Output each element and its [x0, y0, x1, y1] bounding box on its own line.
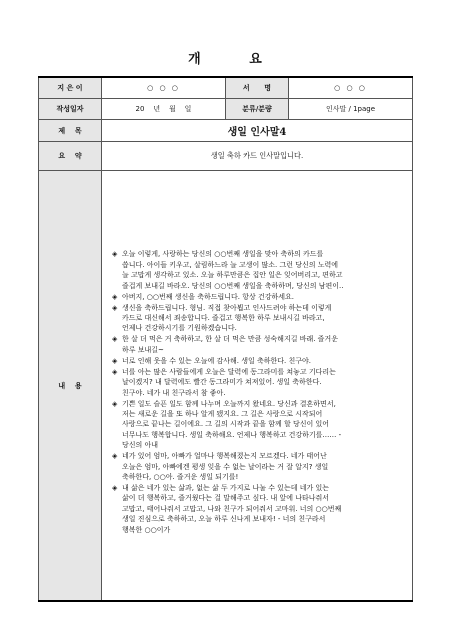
signature-label [226, 77, 289, 99]
paragraph-item [112, 367, 408, 398]
paragraph-text: 생신을 축하드립니다. 형님. 직접 찾아뵙고 인사드려야 하는데 이렇게 카드로 대신해서 죄송합니다. 즐겁고 행복한 하루 보내시길 바라고, 언제나 건강하시기를 기원하겠습니다. [122, 303, 332, 333]
content-row [39, 171, 413, 602]
date-value-text: 20 년 월 일 [135, 105, 192, 113]
paragraph-text: 기쁜 일도 슬픈 일도 함께 나누며 오늘까지 왔네요. 당신과 결혼하면서, 저는 새로운 길을 또 하나 알게 됐지요. 그 길은 사랑으로 시작되어 사랑으로 끝나는 길이에요. 그 길의 시작과 끝을 함께 할 당신이 있어 너무나도 행복합니다. 생일 축하해요. 언제나 행복하고 건강하기를…… - 당신의 아내 [122, 399, 342, 450]
diamond-bullet-icon: ◈ [112, 335, 118, 344]
date-value [102, 99, 226, 120]
category-value: 인사말 / 1page [289, 99, 413, 120]
paragraph-text: 내 삶은 네가 있는 삶과, 없는 삶 두 가지로 나눌 수 있는데 네가 있는 삶이 더 행복하고, 즐거웠다는 걸 말해주고 싶다. 내 앞에 나타나줘서 고맙고, 태어나줘서 고맙고, 나와 친구가 되어줘서 고마워. 너의 ○○번째 생일 진심으로 축하하고, 오늘 하루 신나게 보내자! - 너의 친구라서 행복한 ○○이가 [122, 484, 342, 534]
diamond-bullet-icon: ◈ [112, 452, 118, 461]
diamond-bullet-icon: ◈ [112, 250, 118, 259]
paragraph-text: 아버지, ○○번째 생신을 축하드립니다. 항상 건강하세요. [122, 292, 295, 301]
paragraph-item [112, 249, 408, 291]
paragraph-text: 너로 인해 웃을 수 있는 오늘에 감사해. 생일 축하한다. 친구야. [122, 356, 311, 365]
content-label [39, 171, 102, 602]
paragraph-text: 오늘 이렇게, 사랑하는 당신의 ○○번째 생일을 맞아 축하의 카드를 씁니다. 아이들 키우고, 살림하느라 늘 고생이 많소. 그런 당신의 노력에 늘 고맙게 생각하고 있소. 오늘 하루만큼은 집안 일은 잊어버리고, 편하고 즐겁게 보내길 바라오. 당신의 ○○번째 생일을 축하하며, 당신의 남편이.. [122, 250, 344, 290]
author-label: 지 은 이 [39, 77, 102, 99]
document-title: 개 요 [188, 52, 284, 67]
author-value: ○ ○ ○ [102, 77, 226, 99]
diamond-bullet-icon: ◈ [112, 484, 118, 493]
subject-label-text: 제 목 [58, 126, 82, 135]
diamond-bullet-icon: ◈ [112, 303, 118, 312]
date-row [39, 99, 413, 120]
paragraph-item [112, 334, 408, 355]
paragraph-text: 너를 아는 많은 사람들에게 오늘은 달력에 동그라미를 쳐놓고 기다리는 날이겠지? 내 달력에도 빨간 동그라미가 쳐져있어. 생일 축하한다. 친구야. 네가 내 친구라서 참 좋아. [122, 367, 336, 397]
author-row [39, 77, 413, 99]
paragraph-item [112, 399, 408, 451]
diamond-bullet-icon: ◈ [112, 356, 118, 365]
subject-value: 생일 인사말4 [102, 120, 413, 142]
content-label-text: 내 용 [58, 381, 82, 390]
overview-form-table [38, 76, 413, 602]
subject-row [39, 120, 413, 142]
summary-row [39, 142, 413, 171]
summary-label-text: 요 약 [58, 152, 82, 160]
diamond-bullet-icon: ◈ [112, 399, 118, 408]
paragraph-item [112, 356, 408, 366]
signature-value: ○ ○ ○ [289, 77, 413, 99]
signature-label-text: 서 명 [242, 84, 272, 92]
paragraph-list [102, 235, 412, 535]
paragraph-item [112, 303, 408, 334]
subject-label [39, 120, 102, 142]
date-label: 작성일자 [39, 99, 102, 120]
category-label: 분류/분량 [226, 99, 289, 120]
paragraph-item [112, 451, 408, 482]
diamond-bullet-icon: ◈ [112, 292, 118, 301]
diamond-bullet-icon: ◈ [112, 367, 118, 376]
summary-value: 생일 축하 카드 인사말입니다. [102, 142, 413, 171]
summary-label [39, 142, 102, 171]
paragraph-item [112, 292, 408, 302]
paragraph-text: 한 살 더 먹은 거 축하하고, 한 살 더 먹은 만큼 성숙해지길 바래. 즐거운 하루 보내길~ [122, 335, 338, 354]
content-body [102, 171, 413, 602]
paragraph-text: 네가 있어 엄마, 아빠가 얼마나 행복해졌는지 모르겠다. 네가 태어난 오늘은 엄마, 아빠에겐 평생 잊을 수 없는 날이라는 거 잘 알지? 생일 축하한다, ○○아. 즐거운 생일 되기를! [122, 452, 329, 482]
paragraph-item [112, 483, 408, 535]
